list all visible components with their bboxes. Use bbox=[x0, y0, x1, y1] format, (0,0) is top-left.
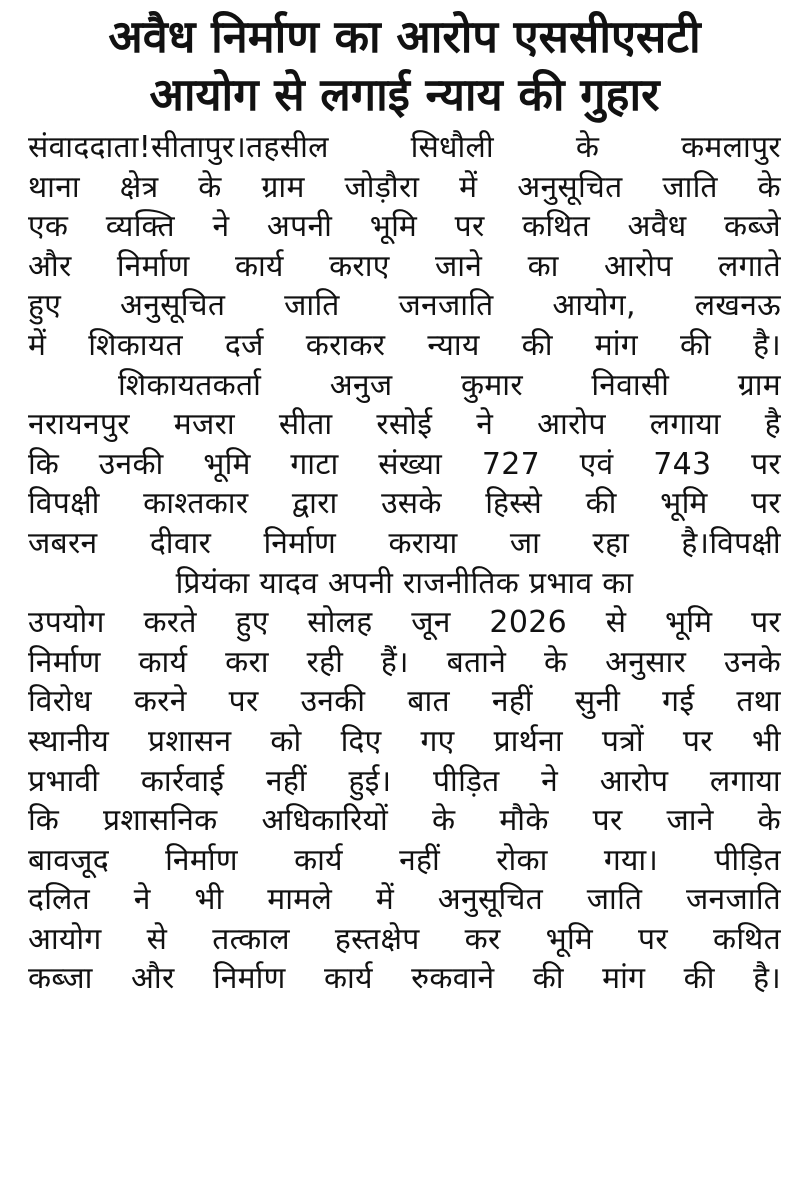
body-line: कब्जा और निर्माण कार्य रुकवाने की मांग की है। bbox=[28, 961, 781, 997]
body-line: विरोध करने पर उनकी बात नहीं सुनी गई तथा bbox=[28, 684, 781, 720]
body-line: थाना क्षेत्र के ग्राम जोड़ौरा में अनुसूचित जाति के bbox=[28, 169, 781, 205]
body-line: जबरन दीवार निर्माण कराया जा रहा है।विपक्षी bbox=[28, 525, 781, 561]
body-line: निर्माण कार्य करा रही हैं। बताने के अनुसार उनके bbox=[28, 644, 781, 680]
body-line: बावजूद निर्माण कार्य नहीं रोका गया। पीड़ित bbox=[28, 842, 781, 878]
body-line: उपयोग करते हुए सोलह जून 2026 से भूमि पर bbox=[28, 605, 781, 641]
body-line: प्रियंका यादव अपनी राजनीतिक प्रभाव का bbox=[175, 565, 634, 601]
paragraph-start-line: शिकायतकर्ता अनुज कुमार निवासी ग्राम bbox=[118, 367, 781, 403]
body-line: कि उनकी भूमि गाटा संख्या 727 एवं 743 पर bbox=[28, 446, 781, 482]
headline bbox=[28, 8, 781, 124]
body-line: हुए अनुसूचित जाति जनजाति आयोग, लखनऊ bbox=[28, 288, 781, 324]
headline-line-2: आयोग से लगाई न्याय की गुहार bbox=[149, 68, 660, 121]
body-line: और निर्माण कार्य कराए जाने का आरोप लगाते bbox=[28, 248, 781, 284]
article-body bbox=[28, 128, 781, 999]
body-line: नरायनपुर मजरा सीता रसोई ने आरोप लगाया है bbox=[28, 407, 781, 443]
body-line: दलित ने भी मामले में अनुसूचित जाति जनजाति bbox=[28, 882, 781, 918]
body-line: आयोग से तत्काल हस्तक्षेप कर भूमि पर कथित bbox=[28, 921, 781, 957]
headline-line-1: अवैध निर्माण का आरोप एससीएसटी bbox=[108, 10, 701, 63]
body-line: प्रभावी कार्रवाई नहीं हुई। पीड़ित ने आरोप लगाया bbox=[28, 763, 781, 799]
body-line: में शिकायत दर्ज कराकर न्याय की मांग की है। bbox=[28, 327, 781, 363]
body-line: कि प्रशासनिक अधिकारियों के मौके पर जाने के bbox=[28, 803, 781, 839]
body-line: एक व्यक्ति ने अपनी भूमि पर कथित अवैध कब्जे bbox=[28, 209, 781, 245]
body-line: विपक्षी काश्तकार द्वारा उसके हिस्से की भूमि पर bbox=[28, 486, 781, 522]
body-line: स्थानीय प्रशासन को दिए गए प्रार्थना पत्रों पर भी bbox=[28, 723, 781, 759]
body-line: संवाददाता!सीतापुर।तहसील सिधौली के कमलापुर bbox=[28, 130, 781, 165]
